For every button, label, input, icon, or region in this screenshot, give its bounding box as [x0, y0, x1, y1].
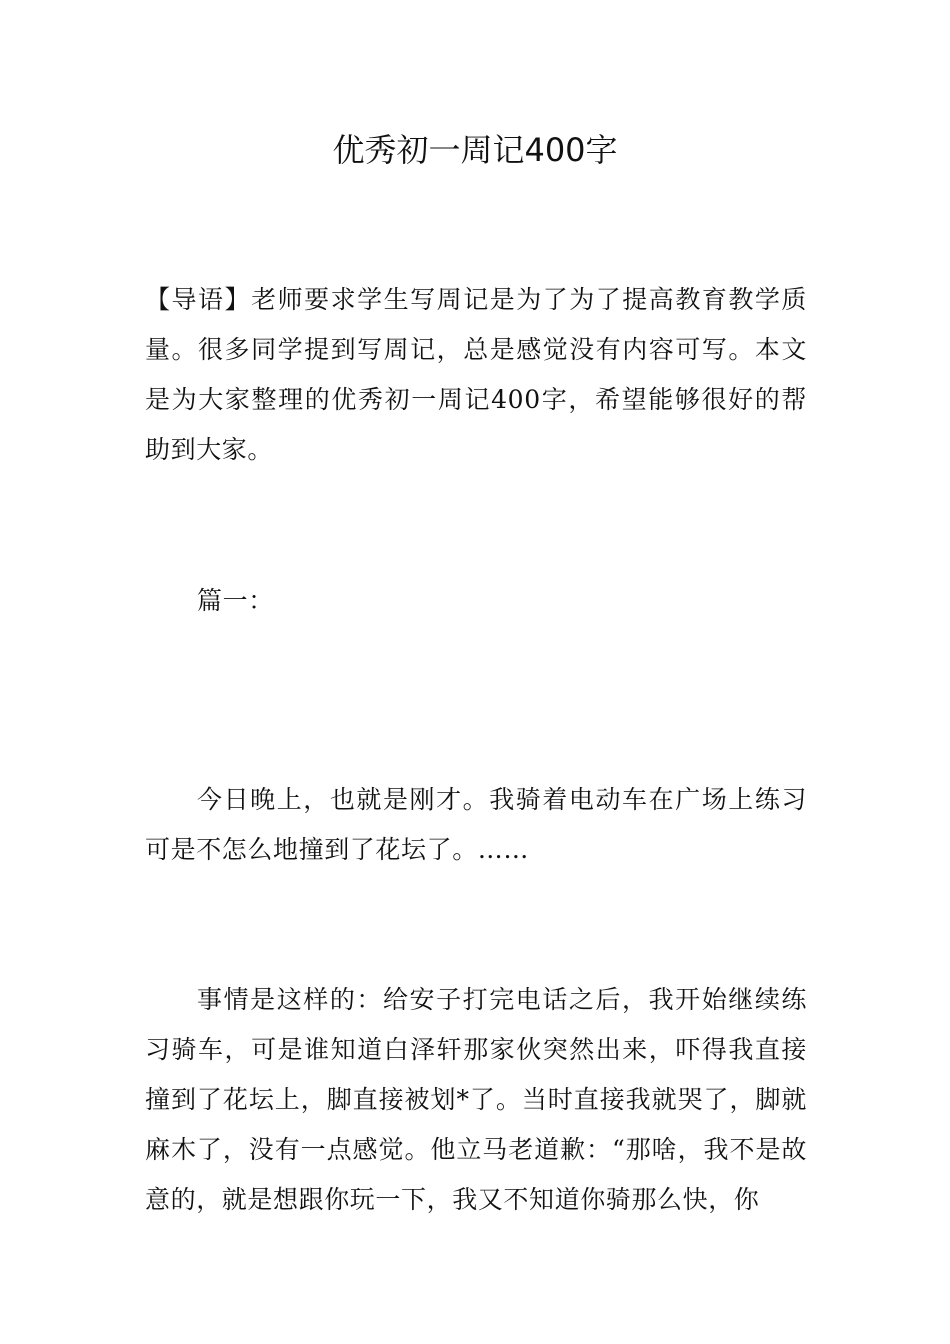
body-paragraph-1: 今日晚上，也就是刚才。我骑着电动车在广场上练习可是不怎么地撞到了花坛了。…… — [145, 785, 807, 864]
section-heading: 篇一： — [197, 586, 274, 615]
intro-paragraph: 【导语】老师要求学生写周记是为了为了提高教育教学质量。很多同学提到写周记，总是感觉没有内容可写。本文是为大家整理的优秀初一周记400字，希望能够很好的帮助到大家。 — [145, 285, 807, 464]
body-paragraph-2: 事情是这样的：给安子打完电话之后，我开始继续练习骑车，可是谁知道白泽轩那家伙突然出来，吓得我直接撞到了花坛上，脚直接被划*了。当时直接我就哭了，脚就麻木了，没有一点感觉。他立马老道歉：“那啥，我不是故意的，就是想跟你玩一下，我又不知道你骑那么快，你 — [145, 985, 807, 1214]
document-title: 优秀初一周记400字 — [332, 131, 618, 169]
